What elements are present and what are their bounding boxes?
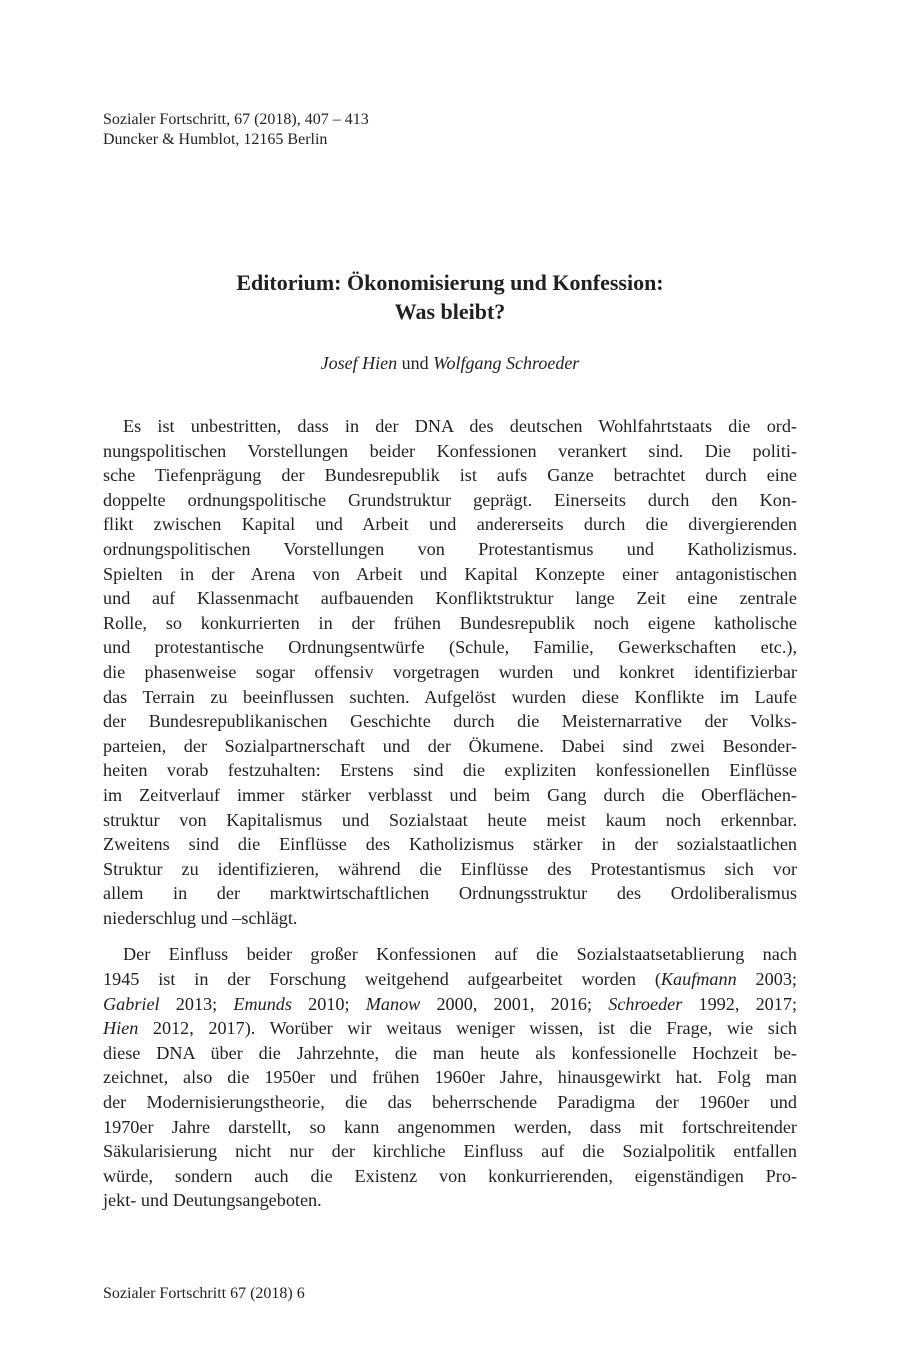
text-line-content: allem in der marktwirtschaftlichen Ordnungsstruktur des Ordoliberalismus xyxy=(103,883,797,904)
text-line xyxy=(103,439,797,464)
text-line-content: die phasenweise sogar offensiv vorgetragen wurden und konkret identifizierbar xyxy=(103,661,797,682)
author-1: Josef Hien xyxy=(320,353,398,373)
text-line-content: Spielten in der Arena von Arbeit und Kapital Konzepte einer antagonistischen xyxy=(103,563,797,584)
text-line xyxy=(103,611,797,636)
text-line xyxy=(103,1139,797,1164)
text-line xyxy=(103,1188,797,1213)
text-line-content: Säkularisierung nicht nur der kirchliche Einfluss auf die Sozialpolitik entfallen xyxy=(103,1141,797,1162)
text-line xyxy=(103,488,797,513)
text-line-content: diese DNA über die Jahrzehnte, die man heute als konfessionelle Hochzeit be- xyxy=(103,1042,797,1063)
text-line xyxy=(103,758,797,783)
cited-author: Hien xyxy=(103,1018,139,1039)
text-line xyxy=(103,537,797,562)
text-line-content: jekt- und Deutungsangeboten. xyxy=(103,1190,322,1211)
text-line xyxy=(103,832,797,857)
cited-author: Manow xyxy=(365,993,421,1014)
journal-header xyxy=(103,110,369,150)
journal-citation: Sozialer Fortschritt, 67 (2018), 407 – 413 xyxy=(103,111,369,128)
text-line-content: Hien 2012, 2017). Worüber wir weitaus weniger wissen, ist die Frage, wie sich xyxy=(103,1018,797,1039)
text-line xyxy=(103,857,797,882)
text-line-content: im Zeitverlauf immer stärker verblasst und beim Gang durch die Oberflächen- xyxy=(103,784,797,805)
text-line-content: 1945 ist in der Forschung weitgehend aufgearbeitet worden (Kaufmann 2003; xyxy=(103,969,797,990)
text-line-content: flikt zwischen Kapital und Arbeit und andererseits durch die divergierenden xyxy=(103,514,797,535)
text-line xyxy=(103,967,797,992)
text-line-content: Der Einfluss beider großer Konfessionen auf die Sozialstaatsetablierung nach xyxy=(123,944,797,965)
text-line-content: Zweitens sind die Einflüsse des Katholizismus stärker in der sozialstaatlichen xyxy=(103,834,797,855)
text-line xyxy=(103,1090,797,1115)
text-line-content: sche Tiefenprägung der Bundesrepublik ist aufs Ganze betrachtet durch eine xyxy=(103,465,797,486)
text-line xyxy=(103,1041,797,1066)
text-line xyxy=(103,685,797,710)
text-line xyxy=(103,881,797,906)
cited-author: Emunds xyxy=(233,993,292,1014)
text-line xyxy=(103,783,797,808)
text-line xyxy=(103,512,797,537)
text-line xyxy=(103,992,797,1017)
text-line xyxy=(103,1164,797,1189)
text-line xyxy=(103,1065,797,1090)
text-line-content: Gabriel 2013; Emunds 2010; Manow 2000, 2001, 2016; Schroeder 1992, 2017; xyxy=(103,993,797,1014)
title-line-2: Was bleibt? xyxy=(394,299,506,324)
text-line xyxy=(103,586,797,611)
page-footer: Sozialer Fortschritt 67 (2018) 6 xyxy=(103,1285,305,1302)
text-line-content: der Modernisierungstheorie, die das beherrschende Paradigma der 1960er und xyxy=(103,1092,797,1113)
text-line xyxy=(103,635,797,660)
cited-author: Kaufmann xyxy=(660,969,737,990)
text-line-content: doppelte ordnungspolitische Grundstruktur geprägt. Einerseits durch den Kon- xyxy=(103,489,797,510)
text-line xyxy=(103,734,797,759)
text-line xyxy=(103,942,797,967)
text-line-content: heiten vorab festzuhalten: Erstens sind die expliziten konfessionellen Einflüsse xyxy=(103,760,797,781)
text-line-content: struktur von Kapitalismus und Sozialstaat heute meist kaum noch erkennbar. xyxy=(103,809,797,830)
text-line-content: Rolle, so konkurrierten in der frühen Bundesrepublik noch eigene katholische xyxy=(103,612,797,633)
text-line xyxy=(103,808,797,833)
text-line xyxy=(103,709,797,734)
title-line-1: Editorium: Ökonomisierung und Konfession: xyxy=(236,270,664,295)
authors xyxy=(103,352,797,374)
text-line-content: niederschlug und –schlägt. xyxy=(103,907,298,928)
text-line-content: parteien, der Sozialpartnerschaft und der Ökumene. Dabei sind zwei Besonder- xyxy=(103,735,797,756)
cited-author: Gabriel xyxy=(103,993,160,1014)
text-line xyxy=(103,562,797,587)
text-line-content: der Bundesrepublikanischen Geschichte durch die Meisternarrative der Volks- xyxy=(103,711,797,732)
text-line-content: und protestantische Ordnungsentwürfe (Schule, Familie, Gewerkschaften etc.), xyxy=(103,637,797,658)
text-line-content: würde, sondern auch die Existenz von konkurrierenden, eigenständigen Pro- xyxy=(103,1165,797,1186)
text-line-content: zeichnet, also die 1950er und frühen 1960er Jahre, hinausgewirkt hat. Folg man xyxy=(103,1067,797,1088)
text-line xyxy=(103,1016,797,1041)
text-line-content: ordnungspolitischen Vorstellungen von Protestantismus und Katholizismus. xyxy=(103,538,797,559)
article-body xyxy=(103,414,797,1213)
author-conjunction: und xyxy=(397,353,434,373)
text-line-content: 1970er Jahre darstellt, so kann angenommen werden, dass mit fortschreitender xyxy=(103,1116,797,1137)
text-line xyxy=(103,660,797,685)
text-line xyxy=(103,414,797,439)
text-line-content: Es ist unbestritten, dass in der DNA des deutschen Wohlfahrtstaats die ord- xyxy=(123,416,797,436)
text-line-content: und auf Klassenmacht aufbauenden Konfliktstruktur lange Zeit eine zentrale xyxy=(103,588,797,609)
paragraph xyxy=(103,942,797,1213)
text-line xyxy=(103,1115,797,1140)
publisher-line: Duncker & Humblot, 12165 Berlin xyxy=(103,131,328,148)
text-line-content: Struktur zu identifizieren, während die Einflüsse des Protestantismus sich vor xyxy=(103,858,797,879)
text-line xyxy=(103,463,797,488)
text-line-content: das Terrain zu beeinflussen suchten. Aufgelöst wurden diese Konflikte im Laufe xyxy=(103,686,797,707)
cited-author: Schroeder xyxy=(608,993,683,1014)
article-title xyxy=(103,268,797,326)
text-line-content: nungspolitischen Vorstellungen beider Konfessionen verankert sind. Die politi- xyxy=(103,440,797,461)
author-2: Wolfgang Schroeder xyxy=(433,353,580,373)
text-line xyxy=(103,906,797,931)
paragraph xyxy=(103,414,797,930)
